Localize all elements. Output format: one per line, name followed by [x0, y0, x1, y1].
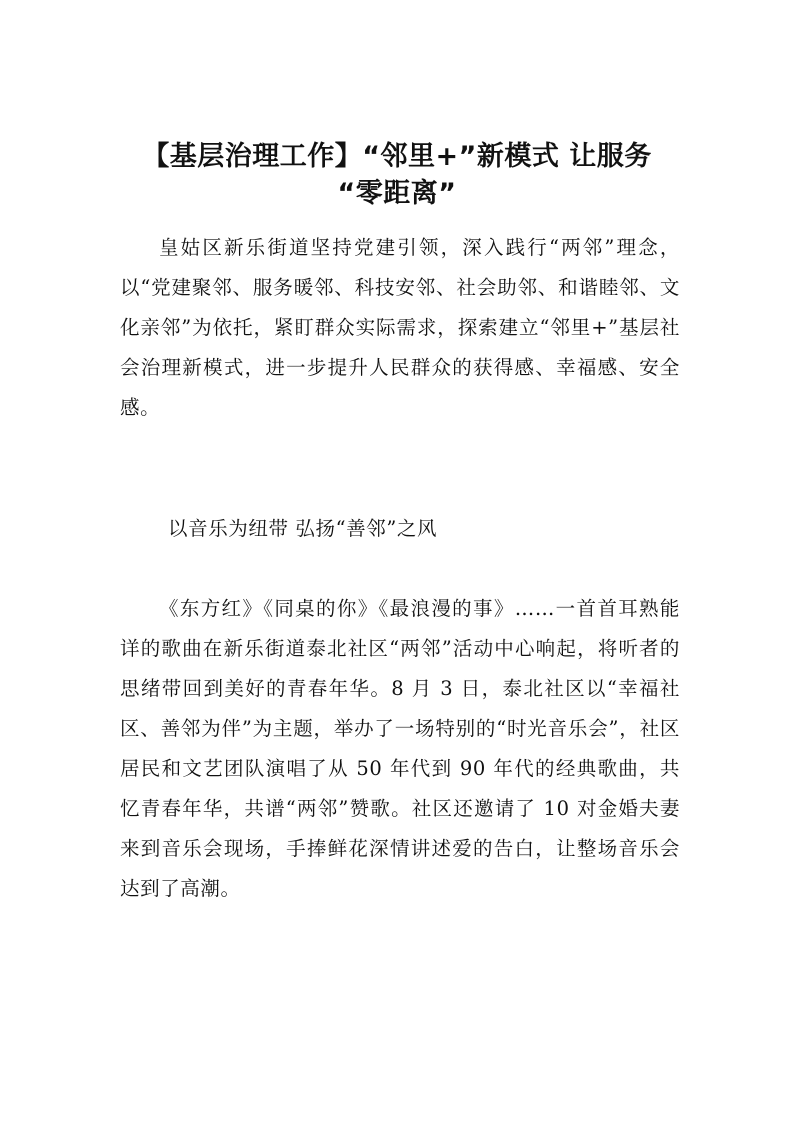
page-title-line1: 【基层治理工作】“邻里+”新模式 让服务 — [142, 141, 652, 172]
section-subheading: 以音乐为纽带 弘扬“善邻”之风 — [168, 517, 438, 540]
paragraph-intro: 皇姑区新乐街道坚持党建引领，深入践行“两邻”理念，以“党建聚邻、服务暖邻、科技安邻、社会助邻、和谐睦邻、文化亲邻”为依托，紧盯群众实际需求，探索建立“邻里+”基层社会治理新模式，进一步提升人民群众的获得感、幸福感、安全感。 — [120, 236, 680, 419]
paragraph-music-event: 《东方红》《同桌的你》《最浪漫的事》……一首首耳熟能详的歌曲在新乐街道泰北社区“两邻”活动中心响起，将听者的思绪带回到美好的青春年华。8 月 3 日，泰北社区以“幸福社区、善邻为伴”为主题，举办了一场特别的“时光音乐会”，社区居民和文艺团队演唱了从 50 年代到 90 年代的经典歌曲，共忆青春年华，共谱“两邻”赞歌。社区还邀请了 10 对金婚夫妻来到音乐会现场，手捧鲜花深情讲述爱的告白，让整场音乐会达到了高潮。 — [120, 597, 680, 900]
page-title-line2: “零距离” — [337, 178, 457, 209]
